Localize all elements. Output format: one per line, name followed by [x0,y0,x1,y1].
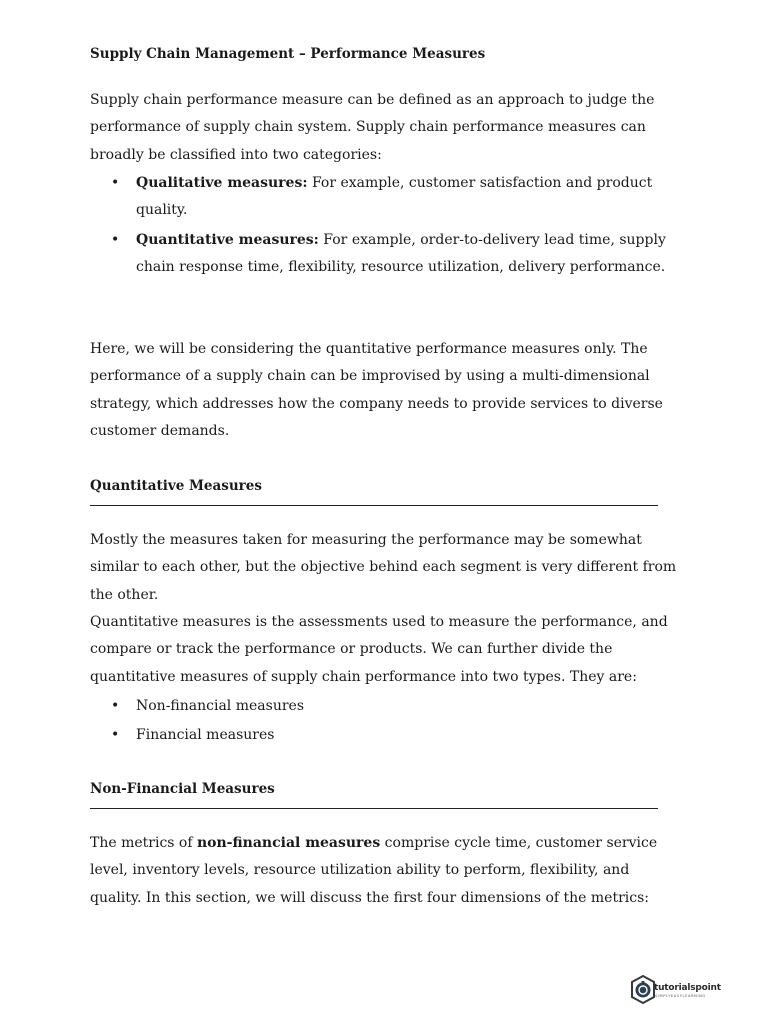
category-item-quantitative [90,227,685,282]
measure-type-item [90,721,685,750]
bullet-icon: • [111,175,120,191]
quantitative-focus-paragraph: Here, we will be considering the quantitative performance measures only. The performance of a supply chain can be improvised by using a multi-dimensional strategy, which addresses how the company needs to provide services to diverse customer demands. [90,341,663,440]
quantitative-paragraph-1: Mostly the measures taken for measuring the performance may be somewhat similar to each other, but the objective behind each segment is very different from the other. [90,532,677,603]
bullet-icon: • [111,726,120,743]
tutorialspoint-logo [630,974,734,1006]
nonfinancial-text-before: The metrics of [90,835,197,851]
section-divider [90,505,658,506]
nonfinancial-paragraph [90,830,685,912]
nonfinancial-bold-term: non-financial measures [196,835,381,851]
measure-type-label: Non-financial measures [136,698,305,714]
logo-emblem-icon [630,975,656,1005]
intro-paragraph: Supply chain performance measure can be defined as an approach to judge the performance of supply chain system. Supply chain performance measures can broadly be classified into two categories: [90,92,655,163]
quantitative-paragraph-2: Quantitative measures is the assessments used to measure the performance, and compare or track the performance or products. We can further divide the quantitative measures of supply chain performance into two types. They are: [90,614,668,685]
measure-type-label: Financial measures [136,726,275,743]
section-heading-quantitative: Quantitative Measures [90,478,262,494]
logo-wordmark: tutorialspoint [654,983,721,993]
page-title: Supply Chain Management – Performance Measures [90,46,486,62]
section-heading-nonfinancial: Non-Financial Measures [90,781,275,797]
section-divider [90,808,658,809]
category-description: For example, order-to-delivery lead time, supply chain response time, flexibility, resource utilization, delivery performance. [136,231,666,276]
logo-tagline: SIMPLYEASYLEARNING [655,994,706,998]
category-term: Qualitative measures: [136,175,308,191]
bullet-icon: • [111,231,120,248]
category-list [90,170,685,284]
category-term: Quantitative measures: [136,231,319,248]
category-item-qualitative [90,170,685,225]
nonfinancial-text-after: comprise cycle time, customer service level, inventory levels, resource utilization ability to perform, flexibility, and quality. In this section, we will discuss the first four dimensions of the metrics: [90,835,658,906]
category-description: For example, customer satisfaction and product quality. [136,175,653,219]
measure-type-item [90,692,685,721]
bullet-icon: • [111,698,120,714]
measure-types-list [90,692,685,749]
